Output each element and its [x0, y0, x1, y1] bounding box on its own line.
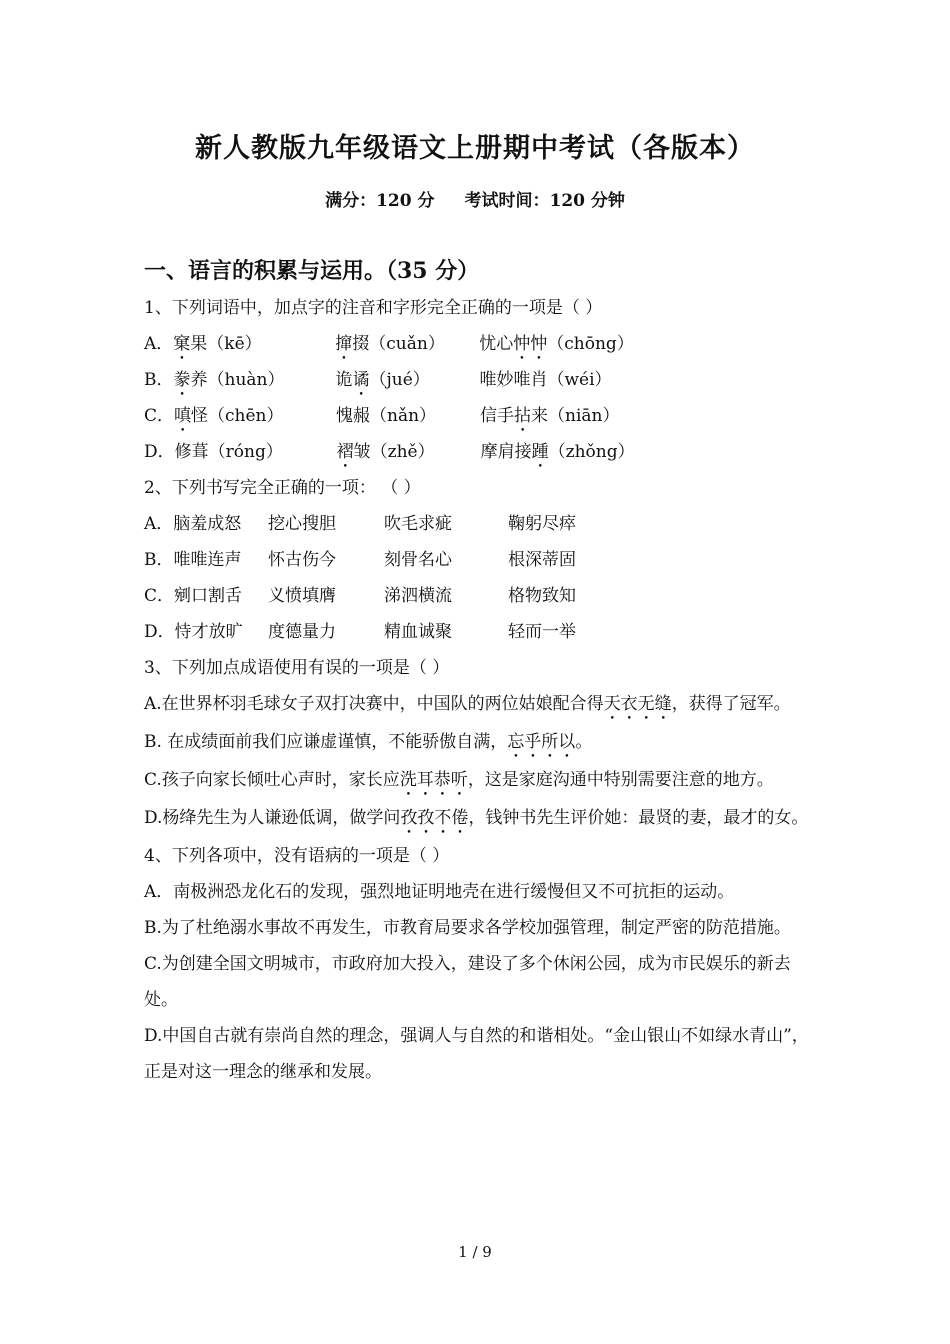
question-2-stem: 2、下列书写完全正确的一项： （ ） [144, 478, 421, 498]
question-4-stem: 4、下列各项中，没有语病的一项是（ ） [144, 846, 450, 866]
exam-time: 考试时间：120 分钟 [464, 191, 625, 211]
question-3-option-d: D.杨绛先生为人谦逊低调，做学问孜孜不倦，钱钟书先生评价她：最贤的妻，最才的女。 [144, 808, 809, 828]
question-2-option-c: C．剜口割舌 义愤填膺 涕泗横流 格物致知 [144, 586, 576, 606]
question-4-option-d: D.中国自古就有崇尚自然的理念，强调人与自然的和谐相处。“金山银山不如绿水青山”，正是对这一理念的继承和发展。 [144, 1026, 809, 1082]
full-score: 满分：120 分 [325, 191, 435, 211]
question-1-stem: 1、下列词语中，加点字的注音和字形完全正确的一项是（ ） [144, 298, 603, 318]
exam-title: 新人教版九年级语文上册期中考试（各版本） [195, 133, 755, 164]
section-heading: 一、语言的积累与运用。（35 分） [144, 258, 480, 284]
question-1-option-c: C．嗔怪（chēn） 愧赧（nǎn） 信手拈来（niān） [144, 406, 620, 426]
question-1-option-d: D．修葺（róng） 褶皱（zhě） 摩肩接踵（zhǒng） [144, 442, 635, 462]
question-3-option-b: B. 在成绩面前我们应谦虚谨慎，不能骄傲自满，忘乎所以。 [144, 732, 593, 752]
question-4-option-a: A．南极洲恐龙化石的发现，强烈地证明地壳在进行缓慢但又不可抗拒的运动。 [144, 882, 735, 902]
exam-subtitle [0, 186, 950, 211]
question-2-option-d: D．恃才放旷 度德量力 精血诚聚 轻而一举 [144, 622, 576, 642]
question-content [144, 290, 810, 1090]
question-2-option-a: A．脑羞成怒 挖心搜胆 吹毛求疵 鞠躬尽瘁 [144, 514, 576, 534]
question-1-option-b: B．豢养（huàn） 诡谲（jué） 唯妙唯肖（wéi） [144, 370, 612, 390]
question-1-option-a: A．窠果（kē） 撺掇（cuǎn） 忧心忡忡（chōng） [144, 334, 634, 354]
question-4-option-c: C.为创建全国文明城市，市政府加大投入，建设了多个休闲公园，成为市民娱乐的新去处。 [144, 954, 791, 1010]
question-3-option-c: C.孩子向家长倾吐心声时，家长应洗耳恭听，这是家庭沟通中特别需要注意的地方。 [144, 770, 774, 790]
question-2-option-b: B．唯唯连声 怀古伤今 刻骨名心 根深蒂固 [144, 550, 576, 570]
question-4-option-b: B.为了杜绝溺水事故不再发生，市教育局要求各学校加强管理，制定严密的防范措施。 [144, 918, 791, 938]
question-3-stem: 3、下列加点成语使用有误的一项是（ ） [144, 658, 450, 678]
page-number: 1 / 9 [458, 1243, 492, 1261]
question-3-option-a: A.在世界杯羽毛球女子双打决赛中，中国队的两位姑娘配合得天衣无缝，获得了冠军。 [144, 694, 791, 714]
